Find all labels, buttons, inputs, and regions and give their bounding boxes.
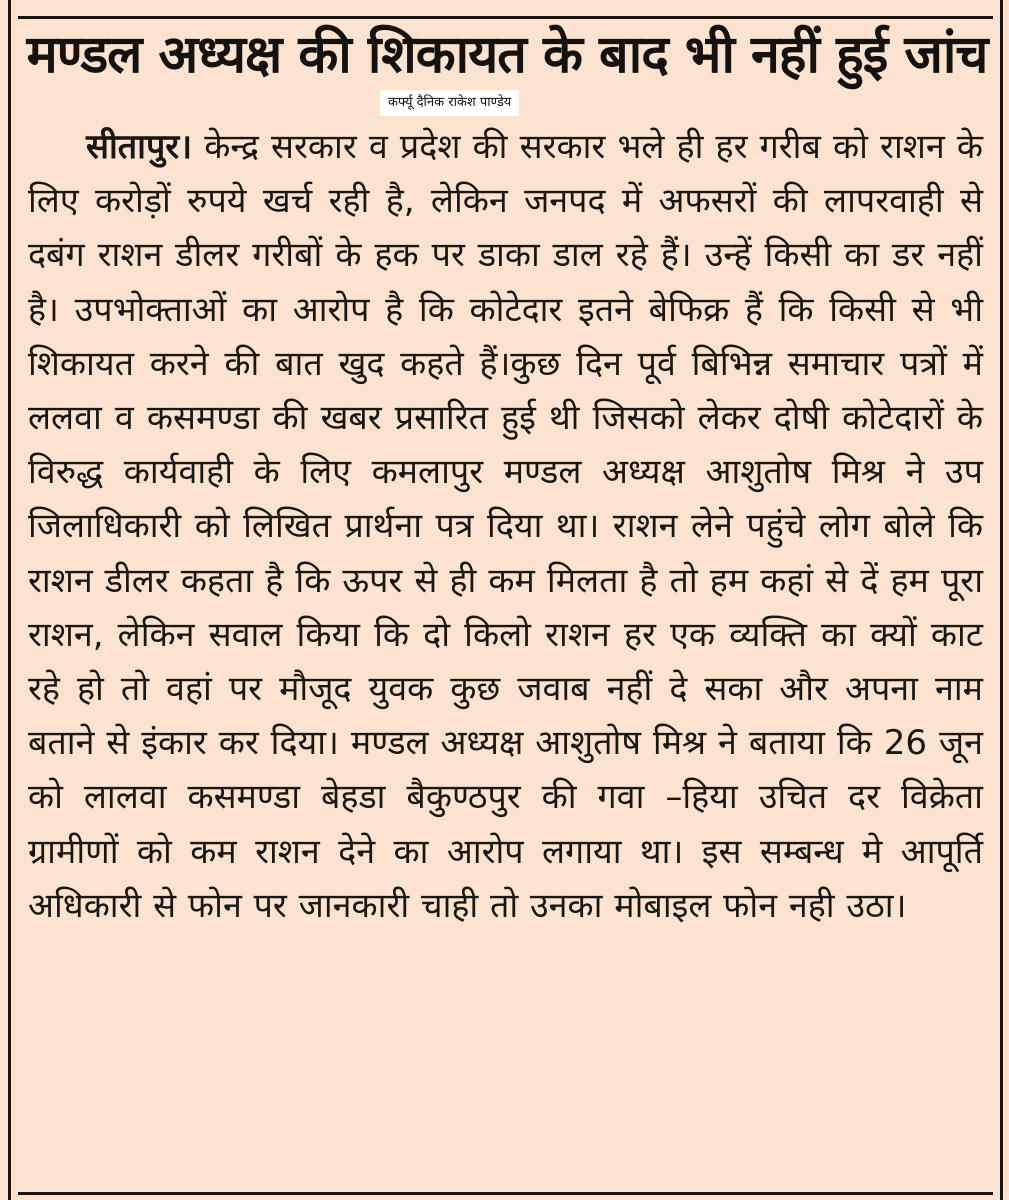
left-border-rule — [8, 0, 11, 1200]
byline-label: कर्फ्यू दैनिक राकेश पाण्डेय — [380, 90, 519, 116]
dateline: सीतापुर। — [86, 127, 193, 167]
right-border-rule — [1000, 0, 1003, 1200]
article-headline: मण्डल अध्यक्ष की शिकायत के बाद भी नहीं हुई जांच — [26, 25, 988, 85]
bottom-border-rule — [18, 1192, 993, 1195]
top-border-rule — [18, 16, 993, 19]
article-body-text: केन्द्र सरकार व प्रदेश की सरकार भले ही हर गरीब को राशन के लिए करोड़ों रुपये खर्च रही है, लेकिन जनपद में अफसरों की लापरवाही से दबंग राशन डीलर गरीबों के हक पर डाका डाल रहे हैं। उन्हें किसी का डर नहीं है। उपभोक्ताओं का आरोप है कि कोटेदार इतने बेफिक्र हैं कि किसी से भी शिकायत करने की बात खुद कहते हैं।कुछ दिन पूर्व बिभिन्न समाचार पत्रों में ललवा व कसमण्डा की खबर प्रसारित हुई थी जिसको लेकर दोषी कोटेदारों के विरुद्ध कार्यवाही के लिए कमलापुर मण्डल अध्यक्ष आशुतोष मिश्र ने उप जिलाधिकारी को लिखित प्रार्थना पत्र दिया था। राशन लेने पहुंचे लोग बोले कि राशन डीलर कहता है कि ऊपर से ही कम मिलता है तो हम कहां से दें हम पूरा राशन, लेकिन सवाल किया कि दो किलो राशन हर एक व्यक्ति का क्यों काट रहे हो तो वहां पर मौजूद युवक कुछ जवाब नहीं दे सका और अपना नाम बताने से इंकार कर दिया। मण्डल अध्यक्ष आशुतोष मिश्र ने बताया कि 26 जून को लालवा कसमण्डा बेहडा बैकुण्ठपुर की गवा –हिया उचित दर विक्रेता ग्रामीणों को कम राशन देने का आरोप लगाया था। इस सम्बन्ध मे आपूर्ति अधिकारी से फोन पर जानकारी चाही तो उनका मोबाइल फोन नही उठा। — [28, 127, 984, 926]
article-body — [28, 120, 983, 933]
